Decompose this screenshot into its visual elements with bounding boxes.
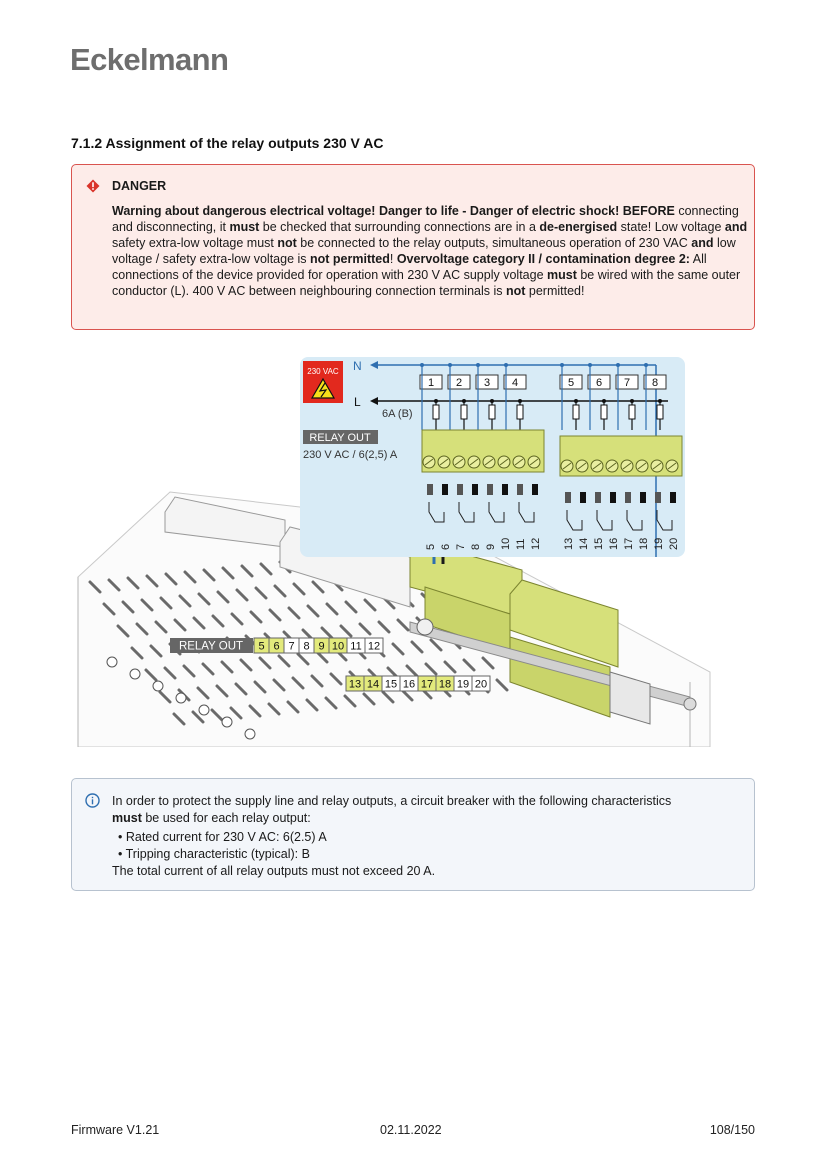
danger-warning-icon: [86, 179, 100, 193]
device-terminal-number: 11: [350, 640, 362, 653]
relay-out-label: RELAY OUT: [309, 432, 371, 444]
relay-number: 8: [651, 377, 659, 389]
relay-number: 3: [483, 377, 491, 389]
device-terminal-number: 12: [367, 640, 381, 653]
schematic-panel: [300, 357, 685, 557]
n-label: N: [353, 359, 362, 373]
danger-title: DANGER: [112, 179, 167, 193]
l-label: L: [354, 395, 361, 409]
info-list: [118, 829, 742, 863]
fuse-icon: [629, 405, 635, 419]
device-terminal-number: 7: [288, 640, 295, 653]
info-text: In order to protect the supply line and relay outputs, a circuit breaker with the following characteristics must be used for each relay output: • Rated current for 230 V AC: 6(2.5) A • Tripping characteristic (typical): B The total current of all relay outputs must not exceed 20 A.: [112, 793, 742, 880]
terminal-number: 20: [668, 537, 680, 550]
terminal-number: 7: [455, 543, 467, 550]
fuse-icon: [433, 405, 439, 419]
terminal-number: 5: [425, 543, 437, 550]
terminal-number: 12: [530, 537, 542, 550]
footer-page-number: 108/150: [709, 1123, 755, 1137]
terminal-number: 14: [578, 537, 590, 550]
terminal-number: 6: [440, 543, 452, 550]
terminal-number: 18: [638, 537, 650, 550]
relay-number: 2: [455, 377, 463, 389]
terminal-number: 16: [608, 537, 620, 550]
terminal-number: 11: [515, 538, 527, 550]
fuse-label: 6A (B): [382, 408, 413, 420]
relay-number: 1: [427, 377, 435, 389]
fuse-icon: [489, 405, 495, 419]
relay-wiring-diagram: [70, 352, 760, 747]
footer-firmware: Firmware V1.21: [71, 1123, 160, 1137]
terminal-number: 17: [623, 537, 635, 550]
eckelmann-logo: Eckelmann: [70, 42, 229, 77]
terminal-number: 10: [500, 537, 512, 550]
relay-rating: 230 V AC / 6(2,5) A: [303, 449, 398, 461]
info-notice: [71, 778, 755, 891]
list-item: • Rated current for 230 V AC: 6(2.5) A: [118, 829, 742, 846]
device-terminal-number: 19: [456, 678, 470, 691]
device-terminal-number: 15: [384, 678, 398, 691]
danger-notice: [71, 164, 755, 330]
device-terminal-number: 14: [366, 678, 380, 691]
device-terminal-number: 18: [438, 678, 452, 691]
device-terminal-number: 9: [318, 640, 325, 653]
relay-number: 5: [567, 377, 575, 389]
footer-date: 02.11.2022: [380, 1123, 442, 1137]
fuse-icon: [601, 405, 607, 419]
terminal-number: 13: [563, 537, 575, 550]
fuse-icon: [573, 405, 579, 419]
relay-number: 6: [595, 377, 603, 389]
device-terminal-number: 17: [420, 678, 434, 691]
device-terminal-number: 13: [348, 678, 362, 691]
info-icon: [85, 793, 100, 808]
fuse-icon: [461, 405, 467, 419]
device-terminal-number: 16: [402, 678, 416, 691]
hv-label: 230 VAC: [307, 367, 339, 376]
terminal-number: 19: [653, 537, 665, 550]
device-terminal-number: 6: [273, 640, 280, 653]
fuse-icon: [517, 405, 523, 419]
fuse-icon: [657, 405, 663, 419]
terminal-number: 15: [593, 537, 605, 550]
device-terminal-number: 5: [258, 640, 265, 653]
device-terminal-number: 8: [303, 640, 310, 653]
relay-number: 7: [623, 377, 631, 389]
relay-number: 4: [511, 377, 519, 389]
terminal-number: 9: [485, 543, 497, 550]
section-title: 7.1.2 Assignment of the relay outputs 230 V AC: [71, 135, 384, 151]
terminal-number: 8: [470, 543, 482, 550]
device-terminal-number: 20: [474, 678, 488, 691]
device-relay-out-label: RELAY OUT: [178, 640, 244, 653]
danger-text: Warning about dangerous electrical voltage! Danger to life - Danger of electric shock! BEFORE connecting and disconnecting, it must be checked that surrounding connections are in a de-energised state! Low voltage and safety extra-low voltage must not be connected to the relay outputs, simultaneous operation of 230 VAC and low voltage / safety extra-low voltage is not permitted! Overvoltage category II / contamination degree 2: All connections of the device provided for operation with 230 V AC supply voltage must be wired with the same outer conductor (L). 400 V AC between neighbouring connection terminals is not permitted!: [112, 204, 748, 298]
list-item: • Tripping characteristic (typical): B: [118, 846, 742, 863]
device-terminal-number: 10: [331, 640, 345, 653]
